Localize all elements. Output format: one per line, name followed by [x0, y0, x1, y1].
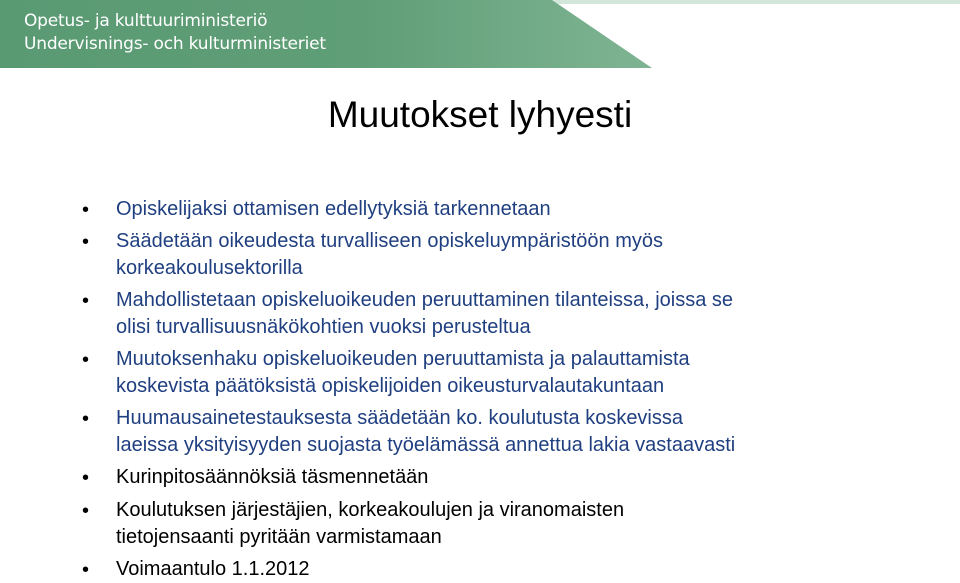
bullet-marker: •	[82, 349, 90, 371]
bullet-text	[116, 287, 906, 340]
bullet-marker: •	[82, 199, 90, 221]
bullet-marker: •	[82, 231, 90, 253]
ministry-name-finnish: Opetus- ja kulttuuriministeriö	[24, 11, 268, 31]
bullet-line: laeissa yksityisyyden suojasta työelämässä annettua lakia vastaavasti	[116, 433, 736, 456]
bullet-line: koskevista päätöksistä opiskelijoiden oikeusturvalautakuntaan	[116, 374, 665, 397]
bullet-text	[116, 346, 906, 399]
bullet-line: Säädetään oikeudesta turvalliseen opiskeluympäristöön myös	[116, 230, 663, 252]
bullet-marker: •	[82, 467, 90, 489]
bullet-line: Opiskelijaksi ottamisen edellytyksiä tarkennetaan	[116, 198, 551, 220]
bullet-text	[116, 405, 906, 458]
bullet-line: olisi turvallisuusnäkökohtien vuoksi perusteltua	[116, 315, 531, 338]
bullet-line: Mahdollistetaan opiskeluoikeuden peruuttaminen tilanteissa, joissa se	[116, 289, 734, 311]
bullet-marker: •	[82, 290, 90, 312]
bullet-marker: •	[82, 559, 90, 581]
bullet-line: Muutoksenhaku opiskeluoikeuden peruuttamista ja palauttamista	[116, 348, 690, 370]
bullet-text	[116, 228, 906, 281]
slide-title: Muutokset lyhyesti	[327, 94, 633, 135]
bullet-text	[116, 196, 906, 223]
bullet-line: Koulutuksen järjestäjien, korkeakoulujen ja viranomaisten	[116, 499, 625, 521]
bullet-line: Huumausainetestauksesta säädetään ko. koulutusta koskevissa	[116, 407, 684, 429]
bullet-line: tietojensaanti pyritään varmistamaan	[116, 525, 442, 548]
bullet-marker: •	[82, 500, 90, 522]
bullet-text	[116, 464, 906, 491]
bullet-line: Kurinpitosäännöksiä täsmennetään	[116, 466, 429, 488]
bullet-line: Voimaantulo 1.1.2012	[116, 558, 310, 580]
bullet-marker: •	[82, 408, 90, 430]
ministry-name-swedish: Undervisnings- och kulturministeriet	[24, 34, 326, 54]
bullet-line: korkeakoulusektorilla	[116, 256, 303, 279]
bullet-text	[116, 497, 906, 550]
